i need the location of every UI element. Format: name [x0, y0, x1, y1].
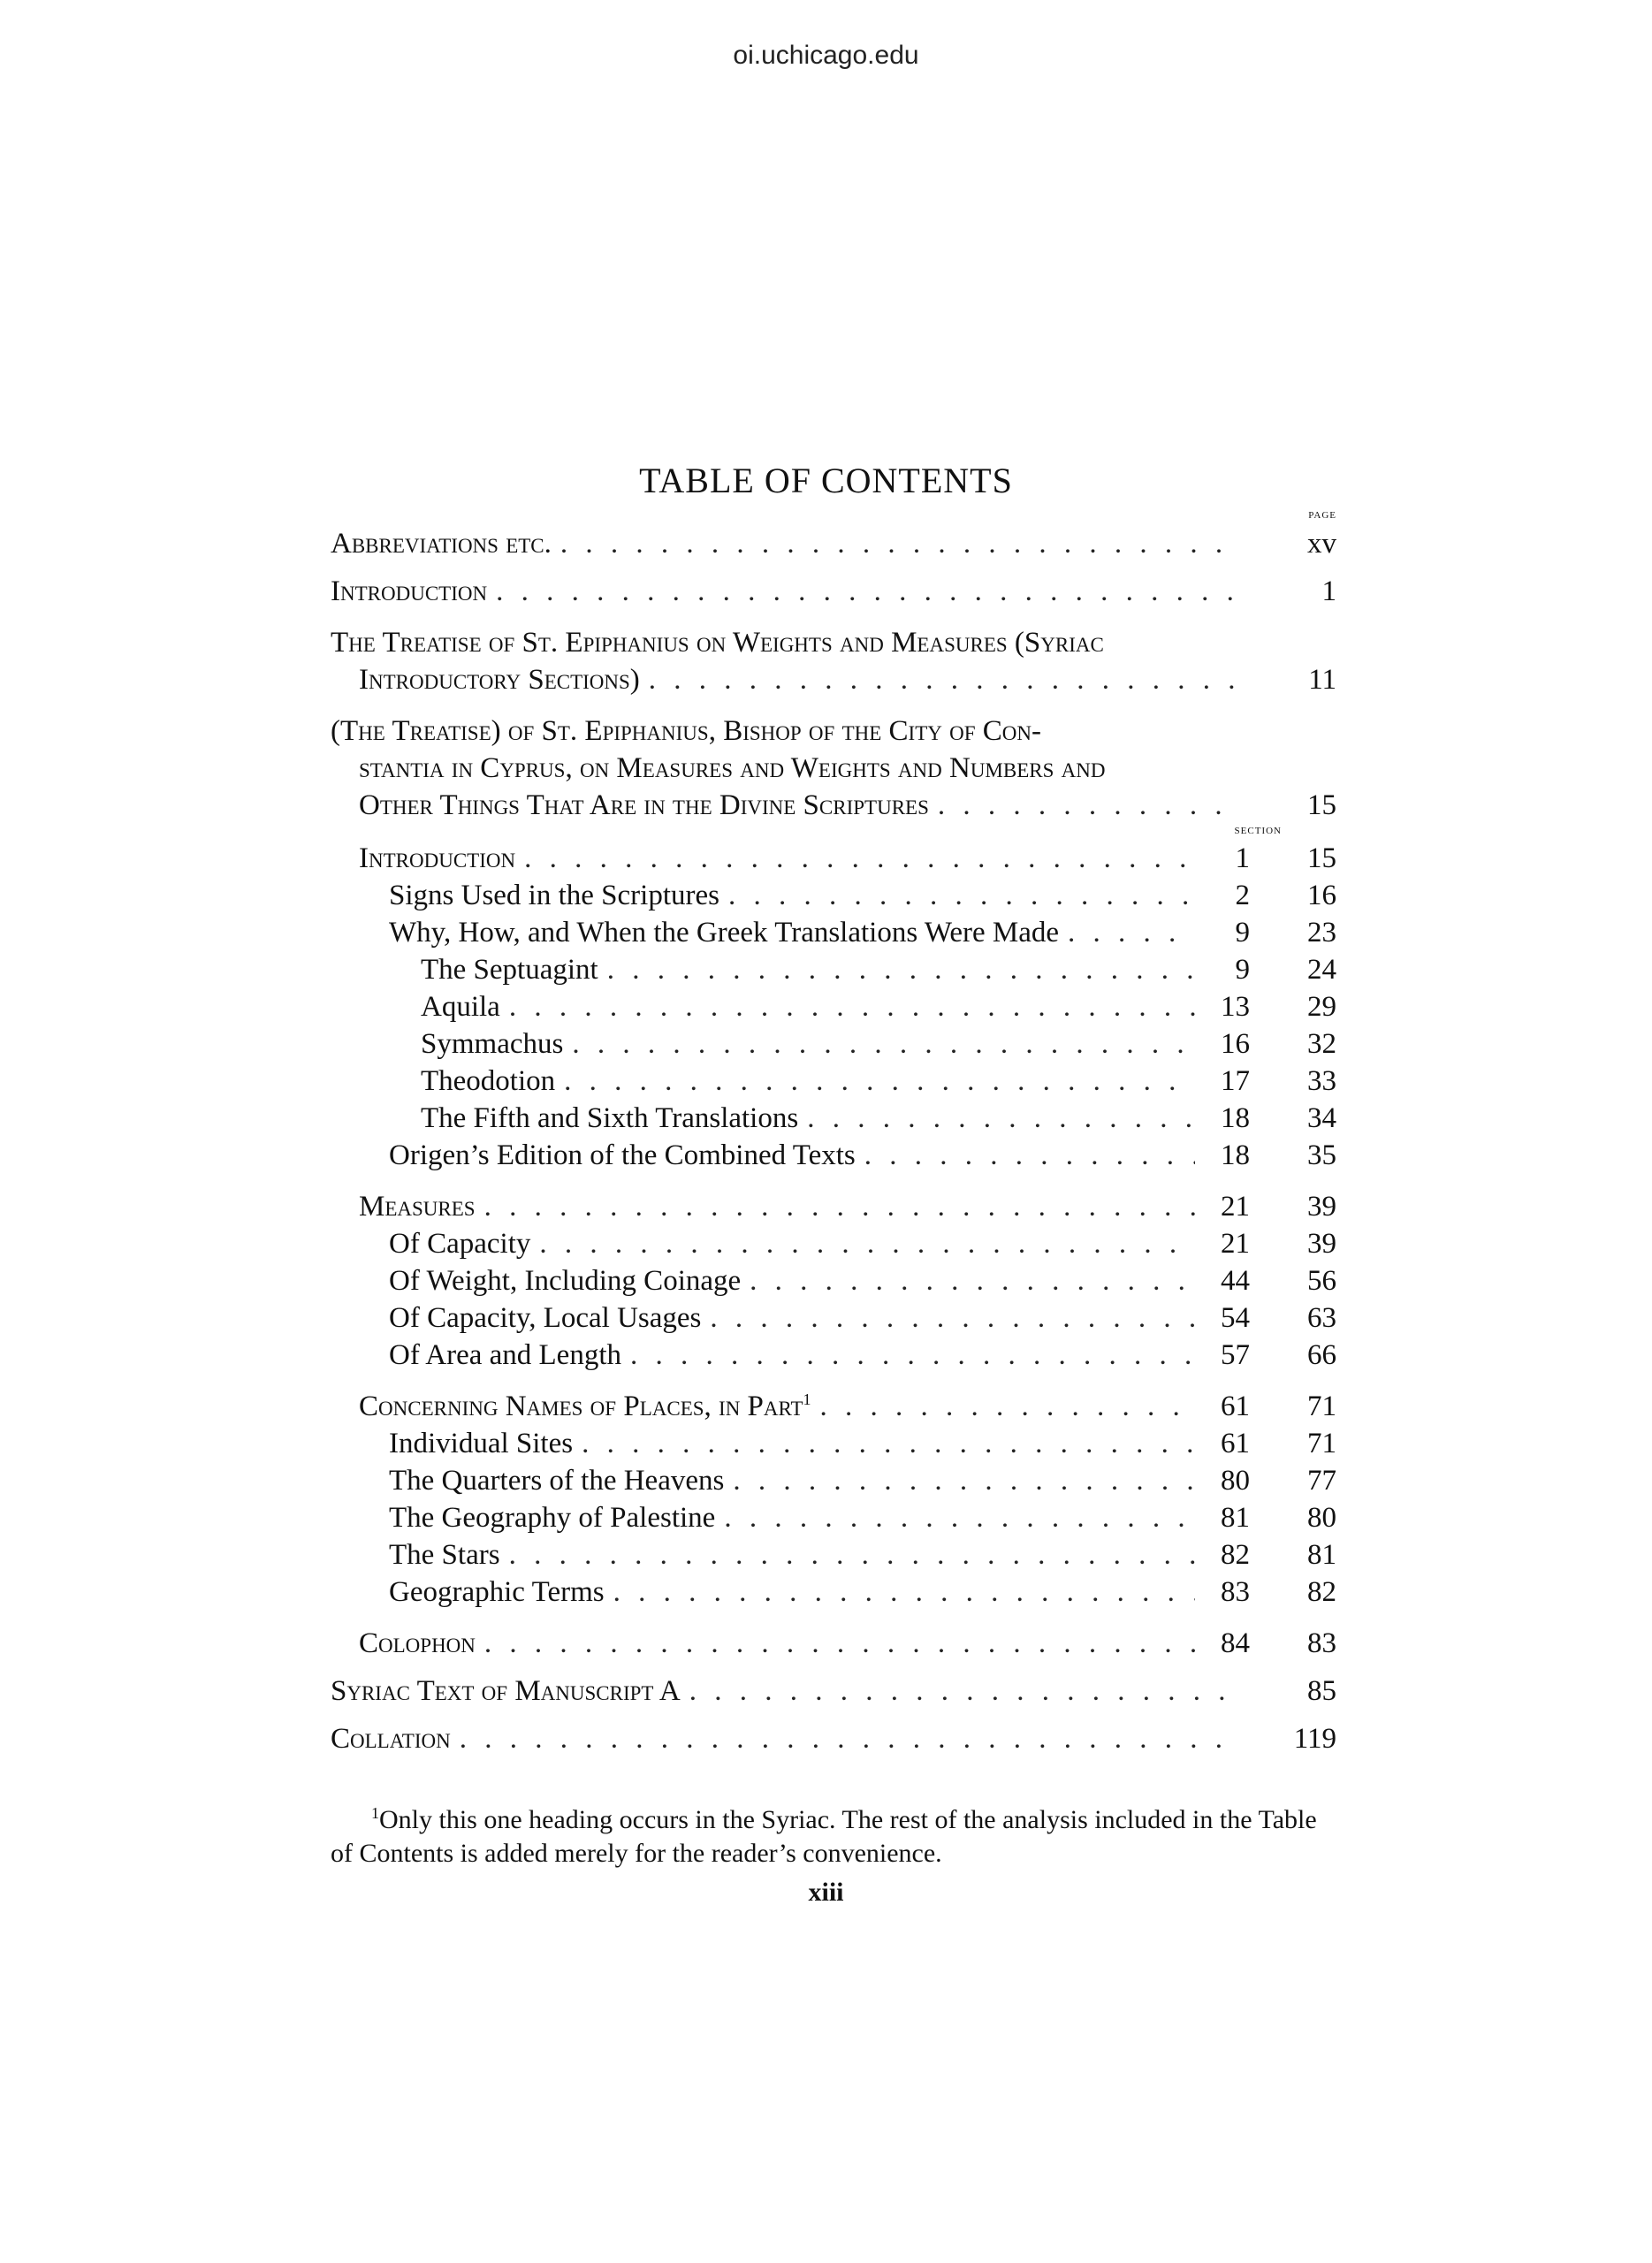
footnote-text: Only this one heading occurs in the Syriac. The rest of the analysis included in the Table of Contents is added merely for the reader’s convenience.	[331, 1805, 1317, 1868]
section-label: The Fifth and Sixth Translations	[421, 1102, 799, 1134]
section-label: Measures	[359, 1191, 476, 1223]
section-page: 24	[1307, 954, 1336, 986]
section-page: 35	[1307, 1139, 1336, 1171]
section-number: 81	[1221, 1502, 1250, 1534]
section-page: 66	[1307, 1339, 1336, 1371]
section-label: Theodotion	[421, 1065, 556, 1097]
section-entry	[331, 1063, 1336, 1100]
section-entry	[331, 1299, 1336, 1337]
section-number: 83	[1221, 1576, 1250, 1608]
toc-entry-page: 1	[1321, 575, 1336, 607]
toc-entry-page: 85	[1307, 1675, 1336, 1707]
section-label: Signs Used in the Scriptures	[389, 880, 719, 911]
section-label: Of Capacity	[389, 1228, 531, 1260]
dot-leader	[509, 1536, 1195, 1573]
section-entry	[331, 877, 1336, 914]
dot-leader	[728, 877, 1195, 914]
dot-leader	[1068, 914, 1195, 951]
section-entry	[331, 1573, 1336, 1611]
section-entry	[331, 1262, 1336, 1299]
page-title: TABLE OF CONTENTS	[639, 461, 1013, 500]
toc-entry-introduction	[331, 573, 1336, 610]
section-page: 15	[1307, 842, 1336, 874]
dot-leader	[807, 1100, 1195, 1137]
dot-leader	[710, 1299, 1195, 1337]
section-page: 56	[1307, 1265, 1336, 1297]
section-number: 9	[1235, 954, 1250, 986]
source-header: oi.uchicago.edu	[733, 41, 919, 70]
section-entry	[331, 1337, 1336, 1374]
section-label: Geographic Terms	[389, 1576, 605, 1608]
section-number: 61	[1221, 1428, 1250, 1459]
page-number: xiii	[808, 1878, 844, 1907]
section-page: 63	[1307, 1302, 1336, 1334]
footnote-mark: 1	[803, 1391, 811, 1408]
section-number: 21	[1221, 1228, 1250, 1260]
section-label: Individual Sites	[389, 1428, 574, 1459]
toc-entry-syriac-sections	[331, 624, 1336, 698]
section-page: 33	[1307, 1065, 1336, 1097]
section-label	[359, 1388, 811, 1425]
section-number: 17	[1221, 1065, 1250, 1097]
dot-leader	[484, 1188, 1195, 1225]
dot-leader	[820, 1388, 1195, 1425]
section-label: Of Area and Length	[389, 1339, 621, 1371]
toc-entry-abbreviations	[331, 525, 1336, 562]
section-entry	[331, 1462, 1336, 1499]
section-page: 77	[1307, 1465, 1336, 1497]
footnote-mark: 1	[371, 1804, 379, 1822]
footnote	[331, 1803, 1336, 1871]
toc-entry-page: 15	[1307, 789, 1336, 821]
section-label: The Quarters of the Heavens	[389, 1465, 725, 1497]
dot-leader	[750, 1262, 1195, 1299]
section-number: 21	[1221, 1191, 1250, 1223]
dot-leader	[724, 1499, 1195, 1536]
toc-entry-page: 119	[1293, 1723, 1336, 1755]
section-number: 84	[1221, 1627, 1250, 1659]
section-page: 81	[1307, 1539, 1336, 1571]
dot-leader	[649, 661, 1241, 698]
table-of-contents	[331, 504, 1336, 1757]
section-entry	[331, 951, 1336, 988]
section-number: 9	[1235, 917, 1250, 949]
section-entry	[331, 1137, 1336, 1174]
toc-entry-label: Introduction	[331, 575, 488, 607]
section-page: 71	[1307, 1391, 1336, 1422]
section-page: 39	[1307, 1228, 1336, 1260]
section-page: 32	[1307, 1028, 1336, 1060]
toc-entry-line: The Treatise of St. Epiphanius on Weights and Measures (Syriac	[331, 627, 1104, 659]
toc-entry-syriac-text	[331, 1672, 1336, 1710]
section-entry	[331, 1388, 1336, 1425]
section-number: 82	[1221, 1539, 1250, 1571]
section-label: Of Capacity, Local Usages	[389, 1302, 702, 1334]
dot-leader	[496, 573, 1241, 610]
section-label: Colophon	[359, 1627, 476, 1659]
section-entry	[331, 988, 1336, 1025]
toc-entry-page: xv	[1307, 528, 1336, 560]
section-label: Introduction	[359, 842, 516, 874]
toc-entry-line: stantia in Cyprus, on Measures and Weights and Numbers and	[359, 752, 1106, 784]
section-label: Why, How, and When the Greek Translations Were Made	[389, 917, 1060, 949]
section-page: 29	[1307, 991, 1336, 1023]
dot-leader	[560, 525, 1241, 562]
section-number: 16	[1221, 1028, 1250, 1060]
section-entry	[331, 1536, 1336, 1573]
section-entry	[331, 1100, 1336, 1137]
dot-leader	[509, 988, 1195, 1025]
section-number: 80	[1221, 1465, 1250, 1497]
section-entry	[331, 914, 1336, 951]
dot-leader	[613, 1573, 1195, 1611]
toc-entry-line: Other Things That Are in the Divine Scriptures	[359, 789, 929, 821]
section-label: Of Weight, Including Coinage	[389, 1265, 742, 1297]
section-page: 80	[1307, 1502, 1336, 1534]
section-page: 39	[1307, 1191, 1336, 1223]
section-number: 61	[1221, 1391, 1250, 1422]
toc-entry-label: Syriac Text of Manuscript A	[331, 1675, 681, 1707]
section-number: 57	[1221, 1339, 1250, 1371]
toc-entry-line: Introductory Sections)	[359, 664, 640, 696]
section-entry	[331, 1625, 1336, 1662]
dot-leader	[484, 1625, 1195, 1662]
section-label: Origen’s Edition of the Combined Texts	[389, 1139, 856, 1171]
dot-leader	[630, 1337, 1195, 1374]
page-column-header: page	[1308, 507, 1336, 522]
dot-leader	[460, 1720, 1241, 1757]
section-label: The Septuagint	[421, 954, 598, 986]
toc-entry-page: 11	[1308, 664, 1336, 696]
section-number: 18	[1221, 1139, 1250, 1171]
section-number: 1	[1235, 842, 1250, 874]
dot-leader	[564, 1063, 1195, 1100]
dot-leader	[607, 951, 1195, 988]
dot-leader	[572, 1025, 1195, 1063]
section-page: 23	[1307, 917, 1336, 949]
section-entry	[331, 1499, 1336, 1536]
toc-entry-line: (The Treatise) of St. Epiphanius, Bishop of the City of Con-	[331, 715, 1041, 747]
section-page: 82	[1307, 1576, 1336, 1608]
dot-leader	[539, 1225, 1195, 1262]
section-entry	[331, 1225, 1336, 1262]
section-number: 18	[1221, 1102, 1250, 1134]
section-entry	[331, 840, 1336, 877]
toc-entry-label: Abbreviations etc.	[331, 528, 552, 560]
section-entry	[331, 1188, 1336, 1225]
dot-leader	[733, 1462, 1195, 1499]
dot-leader	[938, 787, 1241, 824]
section-page: 16	[1307, 880, 1336, 911]
dot-leader	[689, 1672, 1241, 1710]
section-page: 71	[1307, 1428, 1336, 1459]
section-number: 54	[1221, 1302, 1250, 1334]
section-entry	[331, 1425, 1336, 1462]
section-number: 44	[1221, 1265, 1250, 1297]
section-number: 13	[1221, 991, 1250, 1023]
section-label: The Stars	[389, 1539, 500, 1571]
section-entry	[331, 1025, 1336, 1063]
dot-leader	[582, 1425, 1195, 1462]
dot-leader	[864, 1137, 1195, 1174]
dot-leader	[524, 840, 1195, 877]
section-label-text: Concerning Names of Places, in Part	[359, 1391, 803, 1422]
section-number: 2	[1235, 880, 1250, 911]
section-column-header: section	[1234, 823, 1282, 837]
toc-entry-collation	[331, 1720, 1336, 1757]
toc-entry-label: Collation	[331, 1723, 451, 1755]
section-page: 34	[1307, 1102, 1336, 1134]
toc-entry-treatise	[331, 712, 1336, 824]
section-label: Aquila	[421, 991, 500, 1023]
section-label: Symmachus	[421, 1028, 564, 1060]
section-label: The Geography of Palestine	[389, 1502, 716, 1534]
section-page: 83	[1307, 1627, 1336, 1659]
